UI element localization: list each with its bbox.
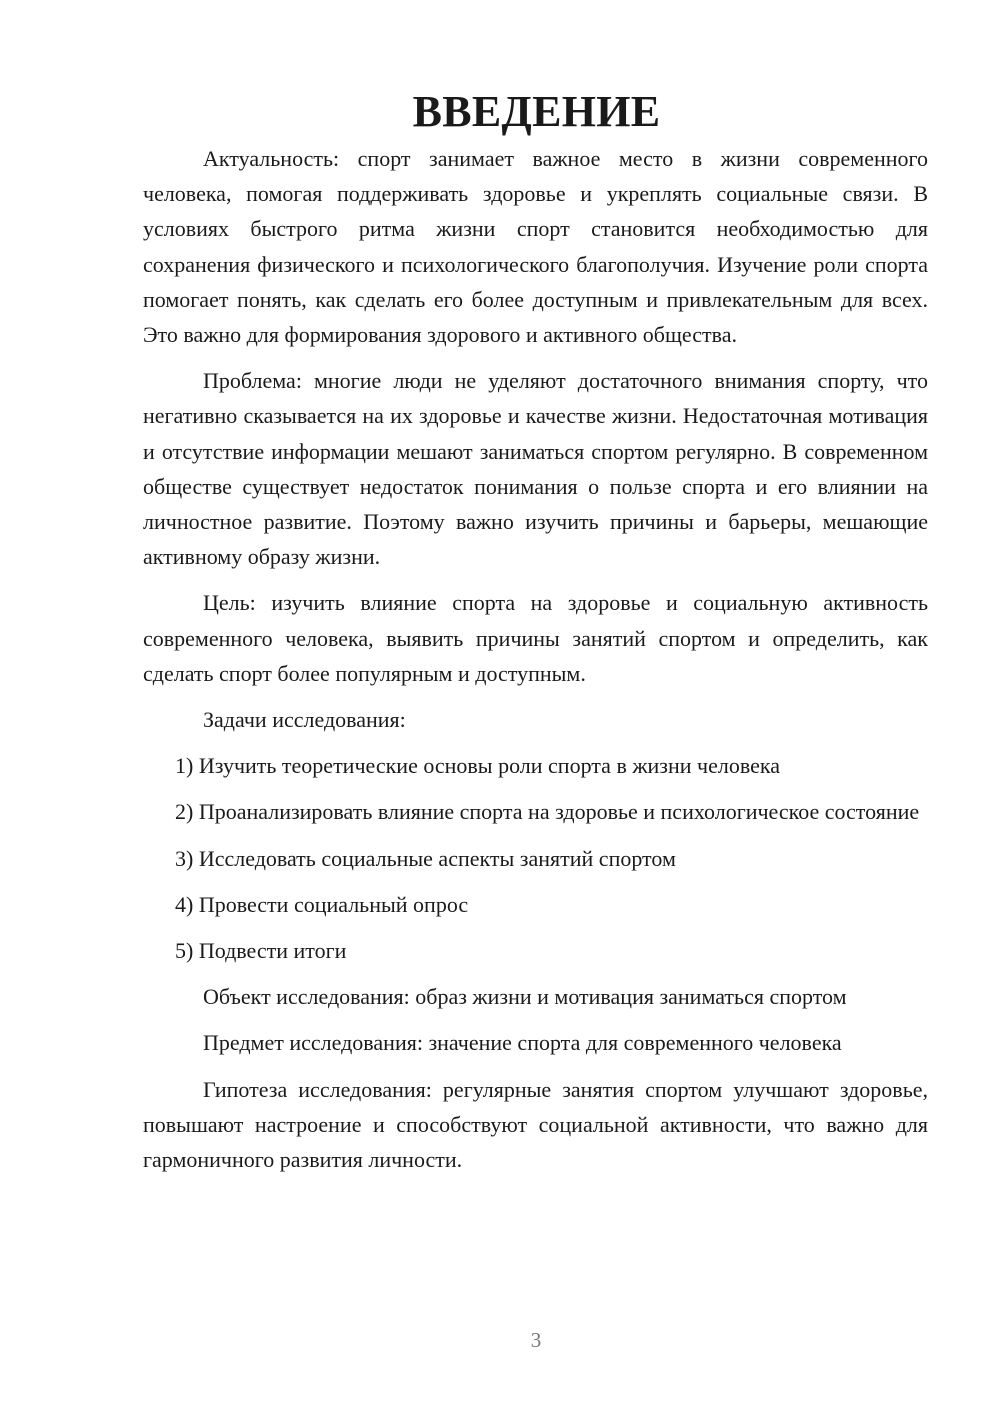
- hypothesis-paragraph: Гипотеза исследования: регулярные занятия спортом улучшают здоровье, повышают настроение и способствуют социальной активности, что важно для гармоничного развития личности.: [143, 1076, 928, 1173]
- problem-paragraph: Проблема: многие люди не уделяют достаточного внимания спорту, что негативно сказывается на их здоровье и качестве жизни. Недостаточная мотивация и отсутствие информации мешают заниматься спортом регулярно. В современном обществе существует недостаток понимания о пользе спорта и его влиянии на личностное развитие. Поэтому важно изучить причины и барьеры, мешающие активному образу жизни.: [143, 368, 928, 570]
- task-item: 1) Изучить теоретические основы роли спорта в жизни человека: [175, 753, 780, 779]
- goal-paragraph: Цель: изучить влияние спорта на здоровье и социальную активность современного человека, выявить причины занятий спортом и определить, как сделать спорт более популярным и доступным.: [143, 590, 928, 686]
- relevance-paragraph: Актуальность: спорт занимает важное место в жизни современного человека, помогая поддерживать здоровье и укреплять социальные связи. В условиях быстрого ритма жизни спорт становится необходимостью для сохранения физического и психологического благополучия. Изучение роли спорта помогает понять, как сделать его более доступным и привлекательным для всех. Это важно для формирования здорового и активного общества.: [143, 146, 928, 348]
- subject-paragraph: Предмет исследования: значение спорта для современного человека: [203, 1030, 842, 1056]
- page-content: [143, 87, 928, 1177]
- task-item: 5) Подвести итоги: [175, 938, 347, 964]
- task-item: 3) Исследовать социальные аспекты занятий спортом: [175, 845, 676, 871]
- page-number: 3: [530, 1328, 542, 1352]
- object-paragraph: Объект исследования: образ жизни и мотивация заниматься спортом: [203, 984, 847, 1010]
- task-item: 4) Провести социальный опрос: [175, 891, 469, 917]
- task-item: 2) Проанализировать влияние спорта на здоровье и психологическое состояние: [175, 799, 920, 825]
- tasks-heading: Задачи исследования:: [203, 707, 406, 733]
- page-title: ВВЕДЕНИЕ: [412, 87, 661, 136]
